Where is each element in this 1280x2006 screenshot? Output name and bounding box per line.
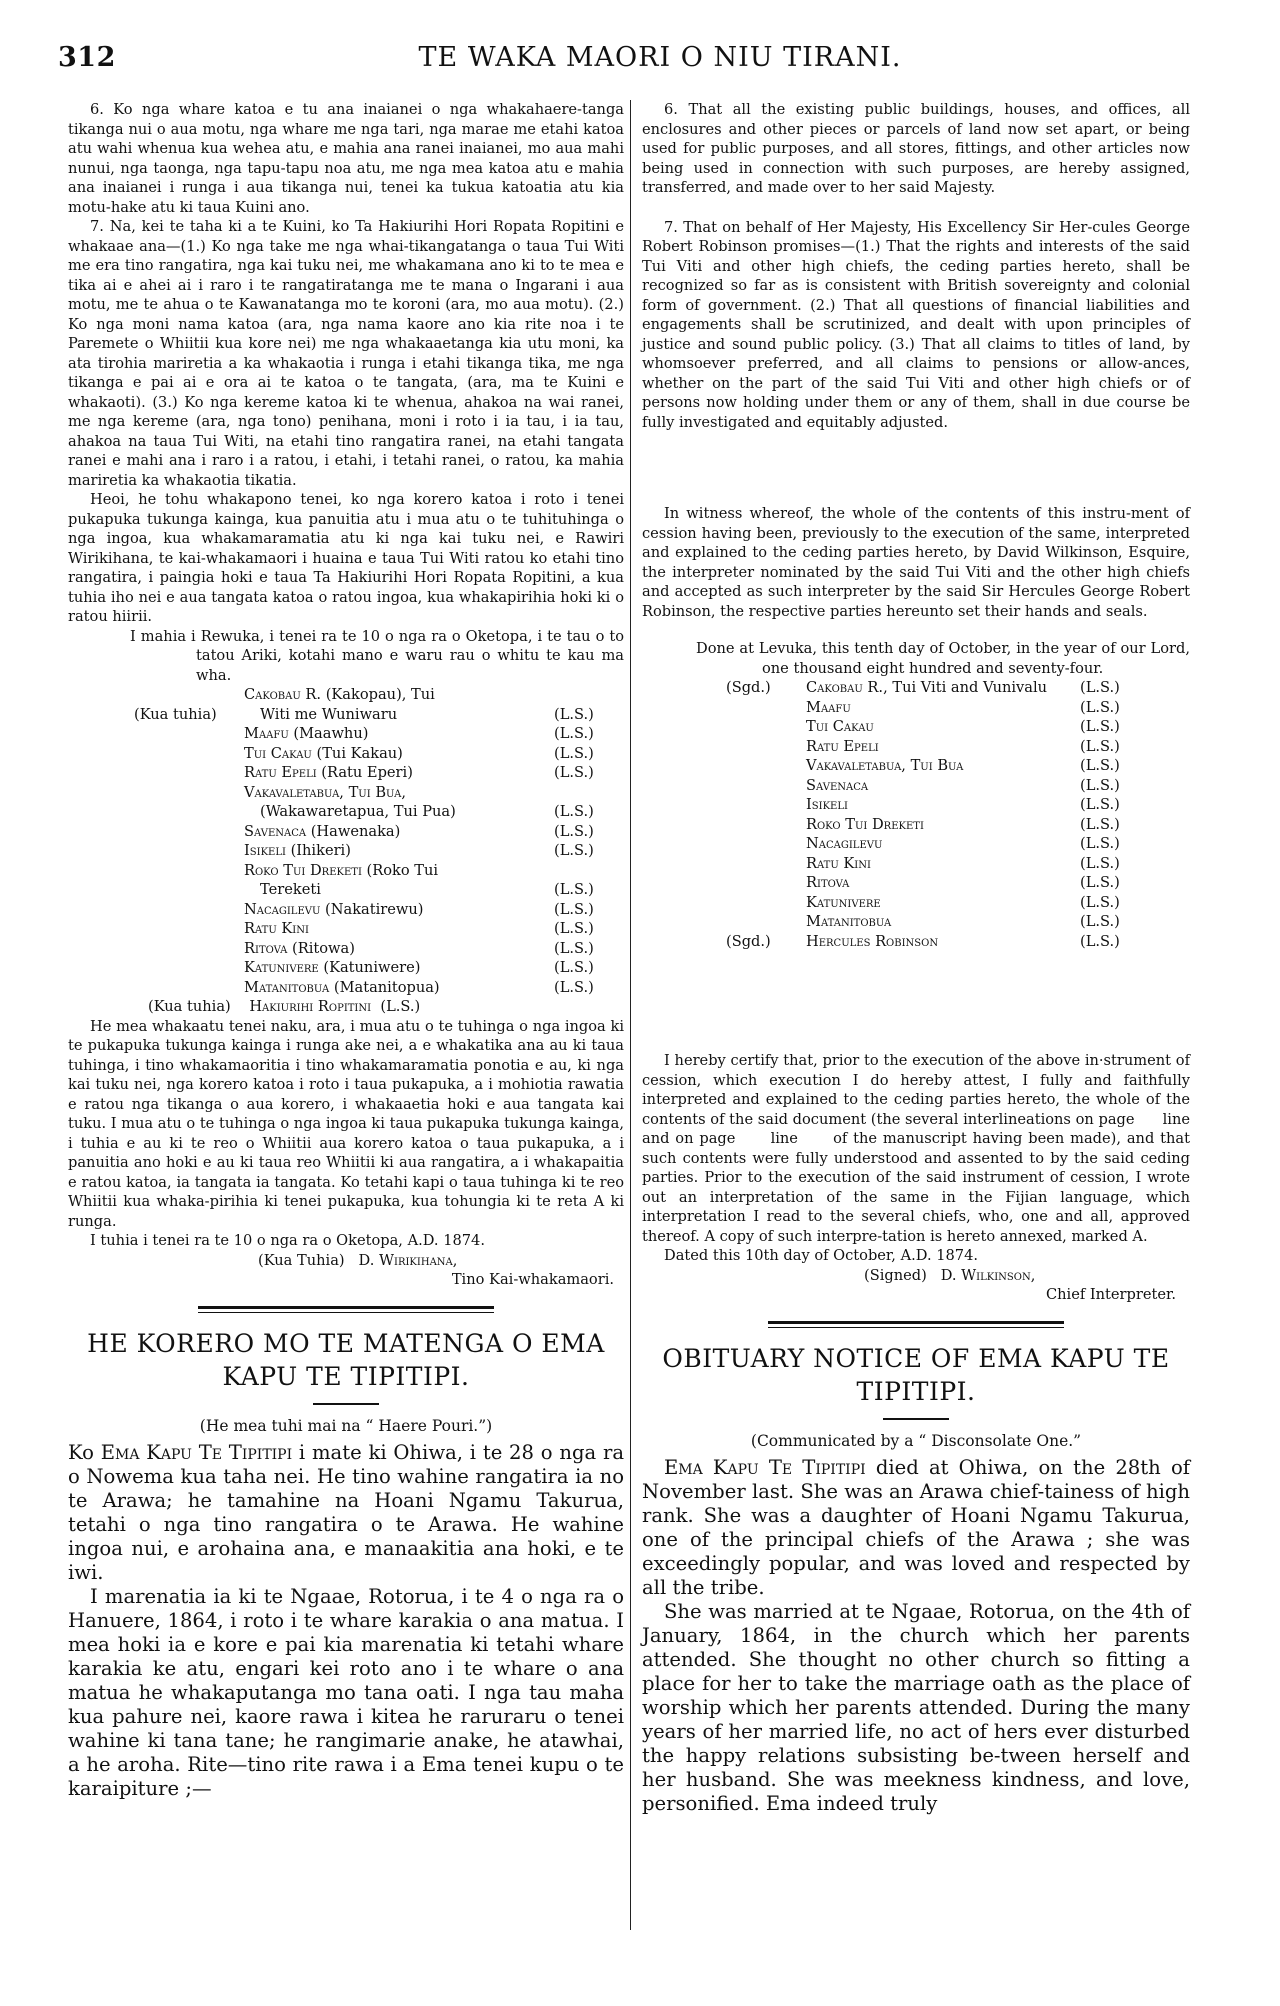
- right-signatory-label: [726, 815, 806, 835]
- page-title: TE WAKA MAORI O NIU TIRANI.: [418, 42, 902, 73]
- left-obit-subtitle: (He mea tuhi mai na “ Haere Pouri.”): [199, 1416, 493, 1435]
- left-signatory-row: [134, 939, 614, 959]
- right-signatory-name: Tui Cakau: [806, 718, 874, 735]
- left-dated: [68, 1231, 624, 1251]
- left-signatory-row: [134, 685, 614, 724]
- right-last-sig-name: Hercules Robinson: [806, 932, 939, 950]
- right-signatory-row: [726, 776, 1140, 796]
- left-signatory-name: [244, 724, 554, 744]
- right-signatory-name: Ratu Epeli: [806, 737, 879, 755]
- right-signatory-row: [726, 873, 1140, 893]
- left-ls: (L.S.): [554, 764, 594, 781]
- left-signatory-name-text: Maafu: [244, 725, 289, 742]
- left-done-at: I mahia i Rewuka, i tenei ra te 10 o nga ra o Oketopa, i te tau o to tatou Ariki, kotahi mano e waru rau o whitu te kau ma wha.: [130, 627, 624, 684]
- left-signatory-label: [134, 783, 244, 822]
- right-last-signatory: [726, 932, 1140, 952]
- left-signatory-label: [134, 958, 244, 978]
- left-obit-heading: HE KORERO MO TE MATENGA O EMA KAPU TE TIPITIPI.: [87, 1328, 605, 1391]
- left-paragraph-7: 7. Na, kei te taha ki a te Kuini, ko Ta Hakiurihi Hori Ropata Ropitini e whakaae ana—(1.) Ko nga take me nga whai-tikangatanga o taua Tui Witi me era tino rangatira, nga kai tuku nei, me whakamana ano ki to te mea e tika ai e ahei ai i raro i te rangatiratanga me te mana o Ingarani i aua motu, me te ahua o te Kawanatanga mo te koroni (ara, mo aua motu). (2.) Ko nga moni nama katoa (ara, nga nama kaore ano kia rite noa i te Paremete o Whiitii kua kore nei) me nga whakaaetanga kia utu moni, ka ata tirohia mariretia a ka whakaotia i runga i etahi tikanga tika, me nga tikanga e pai ai e ora ai te katoa o te tangata, (ara, ma te Kuini e whakaoti). (3.) Ko nga kereme katoa ki te whenua, ahakoa na wai ranei, me nga kereme (ara, nga tono) penihana, moni i roto i ia tau, i ia tau, ahakoa na taua Tui Witi, na etahi tino rangatira ranei, na etahi tangata ranei e mahi ana i raro i a ratou, i etahi, i tetahi ranei, o ratou, ka mahia mariretia ka whakaotia tikatia.: [68, 218, 624, 489]
- left-signatory-row: [134, 958, 614, 978]
- left-signatory-name-text: Cakobau R.: [244, 686, 322, 703]
- left-signatory-name: [244, 685, 554, 724]
- left-last-signatory: [148, 997, 624, 1017]
- right-ls: (L.S.): [1080, 679, 1120, 696]
- left-signatory-gloss: (Matanitopua): [329, 978, 440, 996]
- left-signatory-label: [134, 724, 244, 744]
- left-last-sig-label: (Kua tuhia): [148, 998, 231, 1015]
- right-signatory-name: Nacagilevu: [806, 835, 883, 852]
- left-sig-label: (Kua Tuhia): [258, 1251, 345, 1269]
- right-signatory-label: [726, 776, 806, 796]
- right-paragraph-certify: I hereby certify that, prior to the execution of the above in·strument of cession, which execution I do hereby attest, I fully and faithfully interpreted and explained to the ceding parties hereto, the whole of the contents of the said document (the several interlineations on page line and on page line of the manuscript having been made), and that such contents were fully understood and assented to by the said ceding parties. Prior to the execution of the said instrument of cession, I wrote out an interpretation of the same in the Fijian language, which interpretation I read to the several chiefs, who, one and all, approved thereof. A copy of such interpre-tation is hereto annexed, marked A.: [642, 1052, 1218, 1245]
- left-dated-year: 1874.: [438, 1232, 485, 1249]
- left-signatory-name: [244, 744, 554, 764]
- right-signatory-name: Ritova: [806, 874, 850, 891]
- left-ls: (L.S.): [554, 920, 594, 937]
- left-ls: (L.S.): [554, 822, 594, 840]
- right-column: [642, 100, 1218, 1816]
- right-obit-subtitle: (Communicated by a “ Disconsolate One.”: [750, 1431, 1082, 1450]
- right-ls: (L.S.): [1080, 913, 1120, 930]
- right-ls: (L.S.): [1080, 854, 1120, 872]
- right-signatory-row: [726, 756, 1140, 776]
- left-signatory-name-text: Katunivere: [244, 959, 319, 976]
- left-ls: (L.S.): [554, 744, 594, 762]
- right-first-sig-name: Cakobau R.: [806, 679, 884, 696]
- right-ls: (L.S.): [1080, 893, 1120, 911]
- left-ls: (L.S.): [554, 978, 594, 996]
- right-paragraph-witness: In witness whereof, the whole of the contents of this instru-ment of cession having been, previously to the execution of the same, interpreted and explained to the ceding parties hereto, by David Wilkinson, Esquire, the interpreter nominated by the said Tui Viti and the other high chiefs and accepted as such interpreter by the said Sir Hercules George Robert Robinson, the respective parties hereunto set their hands and seals.: [642, 505, 1190, 620]
- left-signatory-gloss: (Tui Kakau): [311, 744, 403, 762]
- left-signatory-row: [134, 919, 614, 939]
- right-sig-title: Chief Interpreter.: [1045, 1286, 1176, 1303]
- right-signature: [864, 1266, 1190, 1286]
- right-signatory-label: [726, 717, 806, 737]
- right-ls: (L.S.): [1080, 815, 1120, 833]
- left-signatory-gloss: (Ratu Eperi): [316, 764, 413, 781]
- left-dated-text: I tuhia i tenei ra te 10 o nga ra o Oketopa,: [90, 1232, 408, 1249]
- left-signatory-label: [134, 841, 244, 861]
- left-signatory-name-text: Ratu Epeli: [244, 764, 317, 781]
- left-ls: (L.S.): [554, 900, 594, 918]
- right-signatory-name: Isikeli: [806, 796, 848, 813]
- right-paragraph-6: 6. That all the existing public buildings, houses, and offices, all enclosures and other pieces or parcels of land now set apart, or being used for public purposes, and all stores, fittings, and other articles now being used in connection with such purposes, are hereby assigned, transferred, and made over to her said Majesty.: [642, 101, 1190, 196]
- left-obit-lead: Ko: [68, 1440, 101, 1464]
- right-signatory-row: [726, 834, 1140, 854]
- left-signatory-name: [244, 919, 554, 939]
- right-signatory-name: Savenaca: [806, 776, 869, 794]
- left-signatory-row: [134, 841, 614, 861]
- right-signatory-name: Maafu: [806, 698, 851, 716]
- left-signatory-name-text: Roko Tui Dreketi: [244, 861, 362, 879]
- right-sig-label-signed: (Signed): [864, 1266, 927, 1284]
- right-sig-label: (Sgd.): [726, 679, 771, 696]
- right-signatory-row: [726, 698, 1140, 718]
- column-divider: [630, 100, 631, 1930]
- left-ls: (L.S.): [554, 881, 594, 898]
- left-sig-initial: D.: [358, 1251, 379, 1269]
- left-signatory-label: [134, 822, 244, 842]
- left-signatory-gloss: (Ritowa): [287, 939, 355, 957]
- left-signatory-row: [134, 861, 614, 900]
- left-signatory-name: [244, 958, 554, 978]
- right-signatory-label: [726, 893, 806, 913]
- left-signatory-row: [134, 822, 614, 842]
- left-signatory-row: [134, 724, 614, 744]
- section-rule: [198, 1306, 494, 1313]
- left-signatory-label: [134, 919, 244, 939]
- left-signatory-name-text: Tui Cakau: [244, 744, 312, 762]
- left-ls: (L.S.): [554, 939, 594, 957]
- left-signatory-gloss-line2: (Wakawaretapua, Tui Pua): [260, 803, 456, 820]
- left-ls: (L.S.): [554, 705, 594, 723]
- right-paragraph-7: 7. That on behalf of Her Majesty, His Excellency Sir Her-cules George Robert Robinson promises—(1.) That the rights and interests of the said Tui Viti and other high chiefs, the ceding parties hereto, shall be recognized so far as is consistent with British sovereignty and colonial form of government. (2.) That all questions of financial liabilities and engagements shall be scrutinized, and dealt with upon principles of justice and sound public policy. (3.) That all claims to titles of land, by whomsoever preferred, and all claims to pensions or allow-ances, whether on the part of the said Tui Viti and other high chiefs or of persons now holding under them or any of them, shall in due course be fully investigated and equitably adjusted.: [642, 218, 1190, 431]
- page-number: 312: [58, 42, 116, 73]
- right-signatory-label: [726, 873, 806, 893]
- left-obit-lead-name: Ema Kapu Te Tipitipi: [100, 1440, 293, 1464]
- left-signatory-name: [244, 822, 554, 842]
- right-ls: (L.S.): [1080, 796, 1120, 813]
- right-signatory-row: [726, 912, 1140, 932]
- right-signatory-name: Vakavaletabua, Tui Bua: [806, 757, 964, 774]
- right-done-at: Done at Levuka, this tenth day of October, in the year of our Lord, one thousand eight hundred and seventy-four.: [696, 640, 1190, 677]
- left-signatory-row: [134, 763, 614, 783]
- right-signatory-row: [726, 893, 1140, 913]
- right-sig-initial: D.: [940, 1266, 962, 1284]
- right-signatory-label: [726, 795, 806, 815]
- left-signatory-label: [134, 861, 244, 900]
- left-signatory-row: [134, 783, 614, 822]
- right-signatory-label: [726, 854, 806, 874]
- right-signatory-name: Roko Tui Dreketi: [806, 815, 924, 833]
- right-sig-name: Wilkinson,: [961, 1266, 1036, 1284]
- left-signatory-row: [134, 978, 614, 998]
- left-signatory-name: [244, 978, 554, 998]
- right-signatory-row: [726, 737, 1140, 757]
- right-dated: [642, 1246, 1190, 1266]
- right-ls: (L.S.): [1080, 698, 1120, 716]
- right-last-sig-ls: (L.S.): [1080, 932, 1120, 950]
- right-dated-year: 1874.: [931, 1247, 979, 1264]
- right-dated-ad: A.D.: [900, 1247, 932, 1264]
- left-signatory-gloss: (Kakopau), Tui: [321, 686, 435, 703]
- right-signatories: [726, 678, 1140, 951]
- left-signatory-name-text: Savenaca: [244, 822, 307, 840]
- left-signatory-name: [244, 861, 554, 900]
- left-signatory-label: [134, 939, 244, 959]
- right-signatory-label: [726, 912, 806, 932]
- left-signatory-gloss: (Roko Tui: [361, 861, 439, 879]
- right-last-sig-label: (Sgd.): [726, 932, 771, 950]
- left-paragraph-6: 6. Ko nga whare katoa e tu ana inaianei o nga whakahaere-tanga tikanga nui o aua motu, nga whare me nga tari, nga marae me etahi katoa atu wahi whenua kua wehea atu, e mahia ana ranei inaianei, mo aua mahi nunui, nga taonga, nga tapu-tapu noa atu, me nga mea katoa atu e mahia ana inaianei i runga i aua tikanga nui, tenei ka tukua katoatia atu kia motu-hake atu ki taua Kuini ano.: [68, 101, 624, 216]
- right-obit-heading: OBITUARY NOTICE OF EMA KAPU TE TIPITIPI.: [662, 1343, 1170, 1406]
- left-signatory-label: [134, 978, 244, 998]
- left-obit-p1-text: i mate ki Ohiwa, i te 28 o nga ra o Nowema kua taha nei. He tino wahine rangatira ia no te Arawa; he tamahine na Hoani Ngamu Takurua, tetahi o nga tino rangatira o te Arawa. He wahine ingoa nui, e arohaina ana, e manaakitia ana hoki, e te iwi.: [68, 1440, 625, 1584]
- right-ls: (L.S.): [1080, 718, 1120, 735]
- left-signatory-gloss-line2: Witi me Wuniwaru: [260, 705, 398, 723]
- right-obit-lead-name: Ema Kapu Te Tipitipi: [664, 1455, 866, 1479]
- right-obit-paragraph-2: She was married at te Ngaae, Rotorua, on the 4th of January, 1864, in the church which her parents attended. She thought no other church so fitting a place for her to take the marriage oath as the place of worship which her parents attended. During the many years of her married life, no act of hers ever disturbed the happy relations subsisting be-tween herself and her husband. She was meekness kindness, and love, personified. Ema indeed truly: [642, 1599, 1190, 1815]
- right-obit-p1-text: died at Ohiwa, on the 28th of November last. She was an Arawa chief-tainess of high rank. She was a daughter of Hoani Ngamu Takurua, one of the principal chiefs of the Arawa ; she was exceedingly popular, and was loved and respected by all the tribe.: [642, 1455, 1190, 1599]
- left-signatory-gloss: (Ihikeri): [285, 842, 351, 859]
- left-ls: (L.S.): [554, 959, 594, 976]
- right-signatory-label: [726, 834, 806, 854]
- left-signatory-name-text: Ratu Kini: [244, 920, 309, 937]
- left-signatories: [134, 685, 614, 997]
- left-obit-paragraph-2: I marenatia ia ki te Ngaae, Rotorua, i te 4 o nga ra o Hanuere, 1864, i roto i te whare karakia o ana matua. I mea hoki ia e kore e pai kia marenatia ki tetahi whare karakia ke atu, engari kei roto ano i te whare o ana matua he whakaputanga mo tana oati. I nga tau maha kua pahure nei, kaore rawa i kitea he raruraru o tenei wahine ki tana tane; he rangimarie anake, he atawhai, a he aroha. Rite—tino rite rawa i a Ema tenei kupu o te karaipiture ;—: [68, 1584, 624, 1800]
- right-ls: (L.S.): [1080, 776, 1120, 794]
- left-last-sig-ls: (L.S.): [380, 998, 421, 1015]
- left-obit-paragraph-1: [68, 1441, 624, 1585]
- right-signatory-name: [806, 678, 1080, 698]
- left-signatory-gloss: (Katuniwere): [318, 959, 421, 976]
- left-dated-ad: A.D.: [407, 1232, 439, 1249]
- left-sig-title: Tino Kai-whakamaori.: [451, 1271, 614, 1288]
- left-signatory-name: [244, 841, 554, 861]
- left-ls: (L.S.): [554, 842, 594, 859]
- left-signatory-label: [134, 744, 244, 764]
- left-signatory-gloss: (Nakatirewu): [320, 900, 424, 918]
- left-signatory-label: [134, 900, 244, 920]
- left-signatory-name: [244, 783, 554, 822]
- left-signatory-label: [134, 763, 244, 783]
- left-signatory-gloss: (Hawenaka): [306, 822, 401, 840]
- right-signatory-label: [726, 698, 806, 718]
- left-signature: [258, 1251, 624, 1271]
- left-signatory-label: (Kua tuhia): [134, 705, 217, 723]
- right-signatory-row: [726, 795, 1140, 815]
- right-ls: (L.S.): [1080, 737, 1120, 755]
- left-signatory-name-text: Matanitobua: [244, 978, 330, 996]
- left-signatory-name-text: Vakavaletabua, Tui Bua,: [244, 783, 407, 801]
- left-paragraph-he-mea: He mea whakaatu tenei naku, ara, i mua atu o te tuhinga o nga ingoa ki te pukapuka tukunga kainga i runga ake nei, a e whakatika ana au ki taua tuhinga, i tino whakamaoritia i tino whakamaramatia ponotia e au, ki nga kai tuku nei, nga korero katoa i roto i taua pukapuka, a i mohiotia rawatia e ratou nga tikanga o aua korero, i whakaaetia hoki e aua tangata kai tuku. I mua atu o te tuhinga o nga ingoa ki taua pukapuka tukunga kainga, i tuhia e au ki te reo o Whiitii aua korero katoa o taua pukapuka, a i panuitia ano hoki e au ki taua reo Whiitii ki aua rangatira, a i whakapaitia e ratou katoa, ia tangata ia tangata. Ko tetahi kapi o taua tuhinga ki te reo Whiitii kua whaka-pirihia ki tenei pukapuka, kua tohungia ki te reta A ki runga.: [68, 1017, 624, 1230]
- right-signatory-name: Matanitobua: [806, 913, 892, 930]
- left-paragraph-heoi: Heoi, he tohu whakapono tenei, ko nga korero katoa i roto i tenei pukapuka tukunga kainga, kua panuitia atu i mua atu o te tuhituhinga o nga ingoa, kua whakamaramatia atu ki nga kai tuku nei, e Rawiri Wirikihana, te kai-whakamaori i huaina e taua Tui Witi ratou ko etahi tino rangatira, i paingia hoki e taua Ta Hakiurihi Hori Ropata Ropitini, a kua tuhia iho nei e aua tangata katoa o ratou ingoa, kua whakapirihia hoki ki o ratou hiirii.: [68, 491, 624, 625]
- left-signatory-name: [244, 763, 554, 783]
- left-signatory-name: [244, 900, 554, 920]
- right-signatory-name: Ratu Kini: [806, 854, 871, 872]
- heading-rule: [313, 1403, 379, 1405]
- right-signatory-name: Katunivere: [806, 893, 881, 911]
- right-ls: (L.S.): [1080, 874, 1120, 891]
- right-signatory-row: [726, 717, 1140, 737]
- left-signatory-row: [134, 744, 614, 764]
- left-last-sig-name: Hakiurihi Ropitini: [249, 998, 372, 1015]
- left-signatory-name: [244, 939, 554, 959]
- left-signatory-gloss-line2: Tereketi: [260, 881, 321, 898]
- right-signatory-row: [726, 678, 1140, 698]
- heading-rule: [883, 1418, 949, 1420]
- left-ls: (L.S.): [554, 725, 594, 742]
- left-sig-name: Wirikihana,: [379, 1251, 458, 1269]
- left-ls: (L.S.): [554, 803, 594, 820]
- right-ls: (L.S.): [1080, 757, 1120, 774]
- left-signatory-name-text: Nacagilevu: [244, 900, 321, 918]
- right-signatory-row: [726, 815, 1140, 835]
- left-signatory-gloss: (Maawhu): [288, 725, 369, 742]
- right-signatory-label: [726, 737, 806, 757]
- right-signatory-label: [726, 756, 806, 776]
- section-rule: [768, 1321, 1064, 1328]
- left-signatory-name-text: Isikeli: [244, 842, 286, 859]
- right-obit-paragraph-1: [642, 1456, 1190, 1600]
- right-signatory-row: [726, 854, 1140, 874]
- right-first-sig-rest: , Tui Viti and Vunivalu: [883, 679, 1048, 696]
- left-signatory-name-text: Ritova: [244, 939, 288, 957]
- right-dated-text: Dated this 10th day of October,: [664, 1247, 901, 1264]
- left-column: [68, 100, 624, 1801]
- right-ls: (L.S.): [1080, 835, 1120, 852]
- left-signatory-row: [134, 900, 614, 920]
